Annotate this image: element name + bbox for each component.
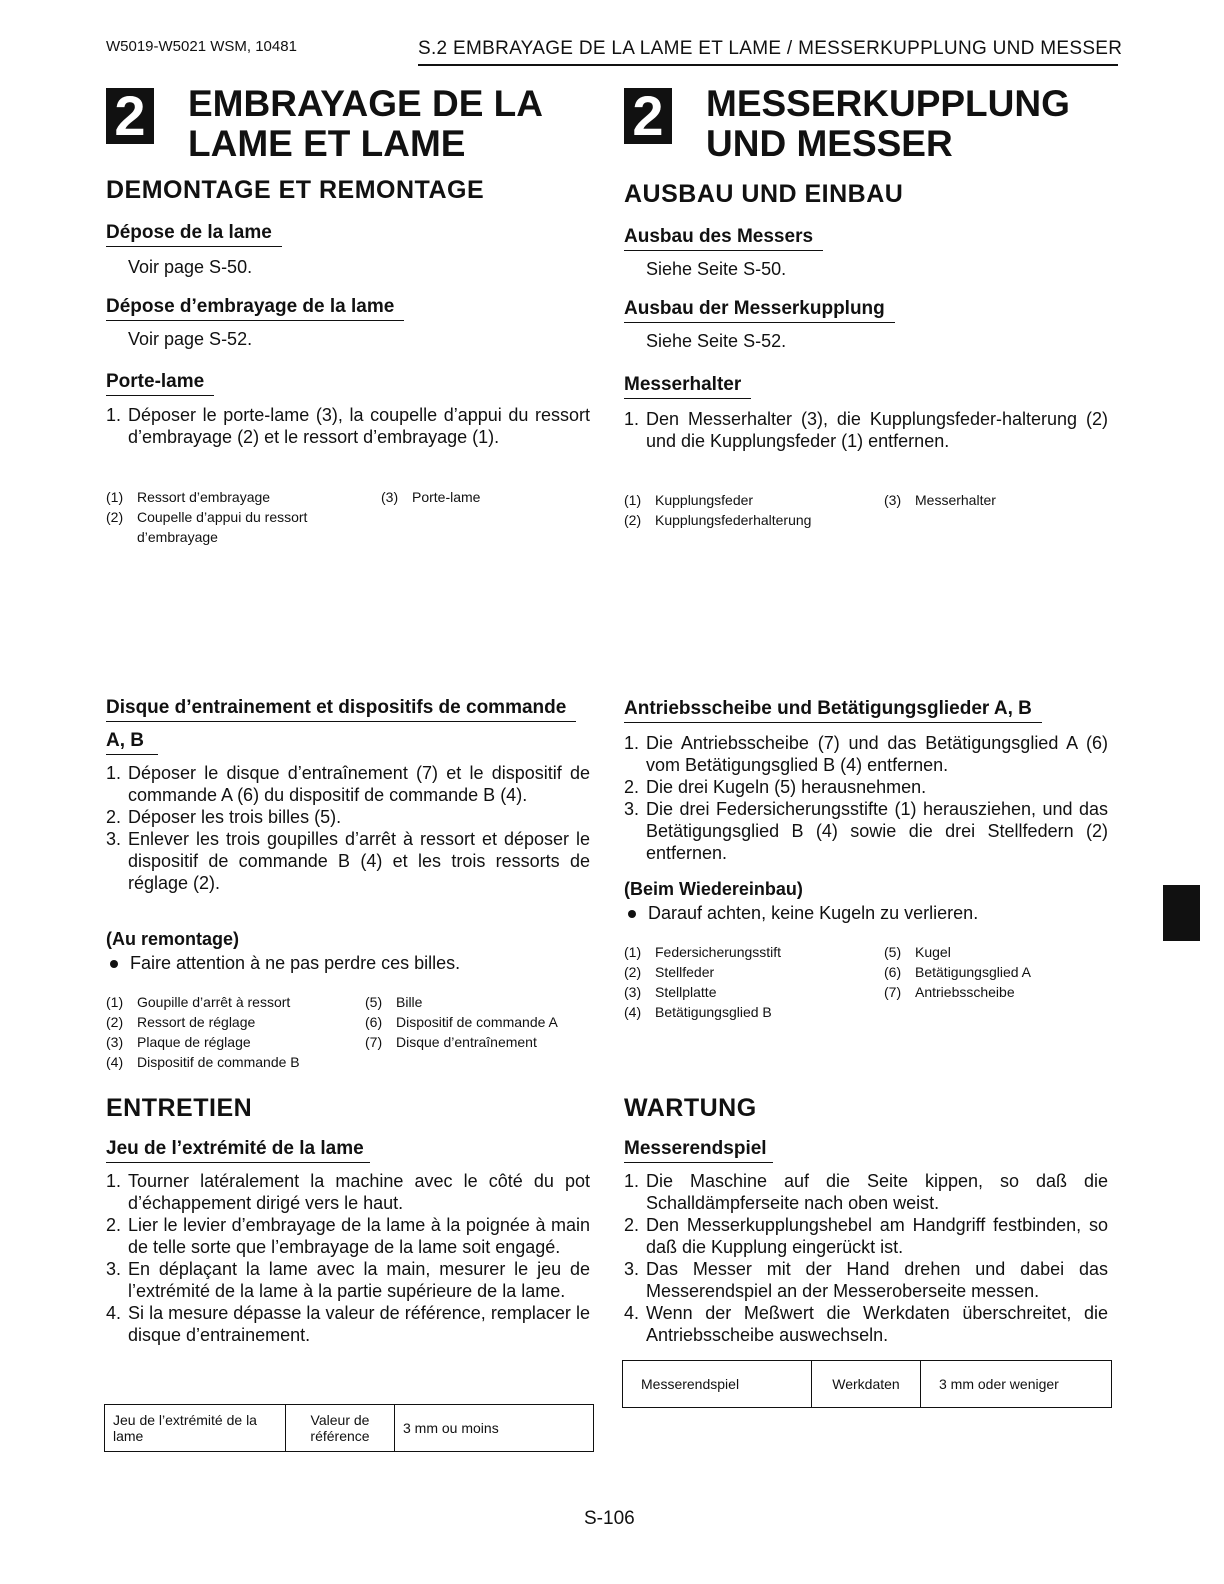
list-item: 2. Lier le levier d’embrayage de la lame à la poignée à main de telle sorte que l’embrayage de la lame soit engagé. bbox=[106, 1215, 590, 1257]
blade-holder-steps bbox=[106, 404, 590, 448]
blade-holder-legend: (1) Ressort d’embrayage (3) Porte-lame (2) Coupelle d’appui du ressort d’embrayage bbox=[106, 489, 481, 545]
chapter-title bbox=[706, 84, 1070, 164]
list-item: 3. Enlever les trois goupilles d’arrêt à ressort et déposer le dispositif de commande B (4) et les trois ressorts de réglage (2). bbox=[106, 829, 590, 893]
drive-disc-steps bbox=[106, 762, 590, 894]
list-item: 1. Die Maschine auf die Seite kippen, so daß die Schalldämpferseite nach oben weist. bbox=[624, 1171, 1108, 1213]
disassembly-heading: AUSBAU UND EINBAU bbox=[624, 180, 904, 208]
spec-label: Valeur de référence bbox=[286, 1405, 395, 1452]
list-item: 3. En déplaçant la lame avec la main, mesurer le jeu de l’extrémité de la lame à la partie supérieure de la lame. bbox=[106, 1259, 590, 1301]
section-thumb-tab bbox=[1163, 885, 1200, 941]
section-number-badge: 2 bbox=[624, 88, 672, 144]
chapter-title bbox=[188, 84, 543, 164]
list-item: 1. Déposer le disque d’entraînement (7) et le dispositif de commande A (6) du dispositif de commande B (4). bbox=[106, 763, 590, 805]
drive-disc-heading-cont: A, B bbox=[106, 730, 158, 755]
blade-end-play-heading: Jeu de l’extrémité de la lame bbox=[106, 1138, 370, 1163]
maintenance-steps bbox=[106, 1170, 590, 1346]
header-rule bbox=[418, 64, 1118, 66]
spec-item: Jeu de l’extrémité de la lame bbox=[105, 1405, 286, 1452]
list-item: 1. Den Messerhalter (3), die Kupplungsfeder-halterung (2) und die Kupplungsfeder (1) entfernen. bbox=[624, 409, 1108, 451]
blade-end-play-heading: Messerendspiel bbox=[624, 1138, 773, 1163]
blade-holder-heading: Messerhalter bbox=[624, 374, 751, 399]
list-item: 1. Die Antriebsscheibe (7) und das Betätigungsglied A (6) vom Betätigungsglied B (4) entfernen. bbox=[624, 733, 1108, 775]
chapter-title-line1: MESSERKUPPLUNG bbox=[706, 83, 1070, 124]
blade-holder-steps bbox=[624, 408, 1108, 452]
blade-removal-ref: Voir page S-50. bbox=[128, 257, 253, 277]
disassembly-heading: DEMONTAGE ET REMONTAGE bbox=[106, 176, 485, 204]
list-item: 2. Déposer les trois billes (5). bbox=[106, 807, 342, 827]
list-item: 4. Si la mesure dépasse la valeur de référence, remplacer le disque d’entrainement. bbox=[106, 1303, 590, 1345]
list-item: 1. Déposer le porte-lame (3), la coupelle d’appui du ressort d’embrayage (2) et le ressort d’embrayage (1). bbox=[106, 405, 590, 447]
list-item: 1. Tourner latéralement la machine avec le côté du pot d’échappement dirigé vers le haut. bbox=[106, 1171, 590, 1213]
blade-removal-heading: Ausbau des Messers bbox=[624, 226, 823, 251]
list-item: 3. Die drei Federsicherungsstifte (1) herausziehen, und das Betätigungsglied B (4) sowie die drei Stellfedern (2) entfernen. bbox=[624, 799, 1108, 863]
list-item: 2. Die drei Kugeln (5) herausnehmen. bbox=[624, 777, 927, 797]
spec-item: Messerendspiel bbox=[623, 1361, 812, 1408]
spec-table bbox=[622, 1360, 1112, 1408]
maintenance-heading: ENTRETIEN bbox=[106, 1094, 253, 1122]
spec-value: 3 mm oder weniger bbox=[921, 1361, 1112, 1408]
clutch-removal-heading: Dépose d’embrayage de la lame bbox=[106, 296, 404, 321]
list-item: 2. Den Messerkupplungshebel am Handgriff festbinden, so daß die Kupplung eingerückt ist. bbox=[624, 1215, 1108, 1257]
maintenance-steps bbox=[624, 1170, 1108, 1346]
page-number: S-106 bbox=[584, 1508, 635, 1529]
section-header: S.2 EMBRAYAGE DE LA LAME ET LAME / MESSERKUPPLUNG UND MESSER bbox=[418, 38, 1123, 59]
spec-value: 3 mm ou moins bbox=[395, 1405, 594, 1452]
drive-disc-legend: (1) Goupille d’arrêt à ressort (5) Bille (2) Ressort de réglage (6) Dispositif de commande A (3) Plaque de réglage (7) Disque d’entraînement (4) Dispositif de commande B bbox=[106, 994, 558, 1070]
blade-holder-legend: (1) Kupplungsfeder (3) Messerhalter (2) Kupplungsfederhalterung bbox=[624, 492, 996, 528]
drive-disc-heading: Antriebsscheibe und Betätigungsglieder A, B bbox=[624, 698, 1042, 723]
spec-table bbox=[104, 1404, 594, 1452]
section-number-badge: 2 bbox=[106, 88, 154, 144]
chapter-title-line2: UND MESSER bbox=[706, 123, 953, 164]
document-code: W5019-W5021 WSM, 10481 bbox=[106, 38, 297, 55]
clutch-removal-heading: Ausbau der Messerkupplung bbox=[624, 298, 895, 323]
reassembly-note: Faire attention à ne pas perdre ces billes. bbox=[110, 952, 460, 974]
blade-holder-heading: Porte-lame bbox=[106, 371, 214, 396]
blade-removal-ref: Siehe Seite S-50. bbox=[646, 259, 787, 279]
list-item: 3. Das Messer mit der Hand drehen und dabei das Messerendspiel an der Messeroberseite messen. bbox=[624, 1259, 1108, 1301]
maintenance-heading: WARTUNG bbox=[624, 1094, 757, 1122]
clutch-removal-ref: Voir page S-52. bbox=[128, 329, 253, 349]
list-item: 4. Wenn der Meßwert die Werkdaten überschreitet, die Antriebsscheibe auswechseln. bbox=[624, 1303, 1108, 1345]
drive-disc-steps bbox=[624, 732, 1108, 864]
reassembly-note: Darauf achten, keine Kugeln zu verlieren. bbox=[628, 902, 978, 924]
blade-removal-heading: Dépose de la lame bbox=[106, 222, 282, 247]
reassembly-note-heading: (Au remontage) bbox=[106, 929, 240, 949]
spec-label: Werkdaten bbox=[812, 1361, 921, 1408]
chapter-title-line2: LAME ET LAME bbox=[188, 123, 466, 164]
drive-disc-legend: (1) Federsicherungsstift (5) Kugel (2) Stellfeder (6) Betätigungsglied A (3) Stellplatte (7) Antriebsscheibe (4) Betätigungsglied B bbox=[624, 944, 1031, 1020]
clutch-removal-ref: Siehe Seite S-52. bbox=[646, 331, 787, 351]
reassembly-note-heading: (Beim Wiedereinbau) bbox=[624, 879, 803, 899]
chapter-title-line1: EMBRAYAGE DE LA bbox=[188, 83, 544, 124]
drive-disc-heading: Disque d’entrainement et dispositifs de commande bbox=[106, 697, 576, 722]
